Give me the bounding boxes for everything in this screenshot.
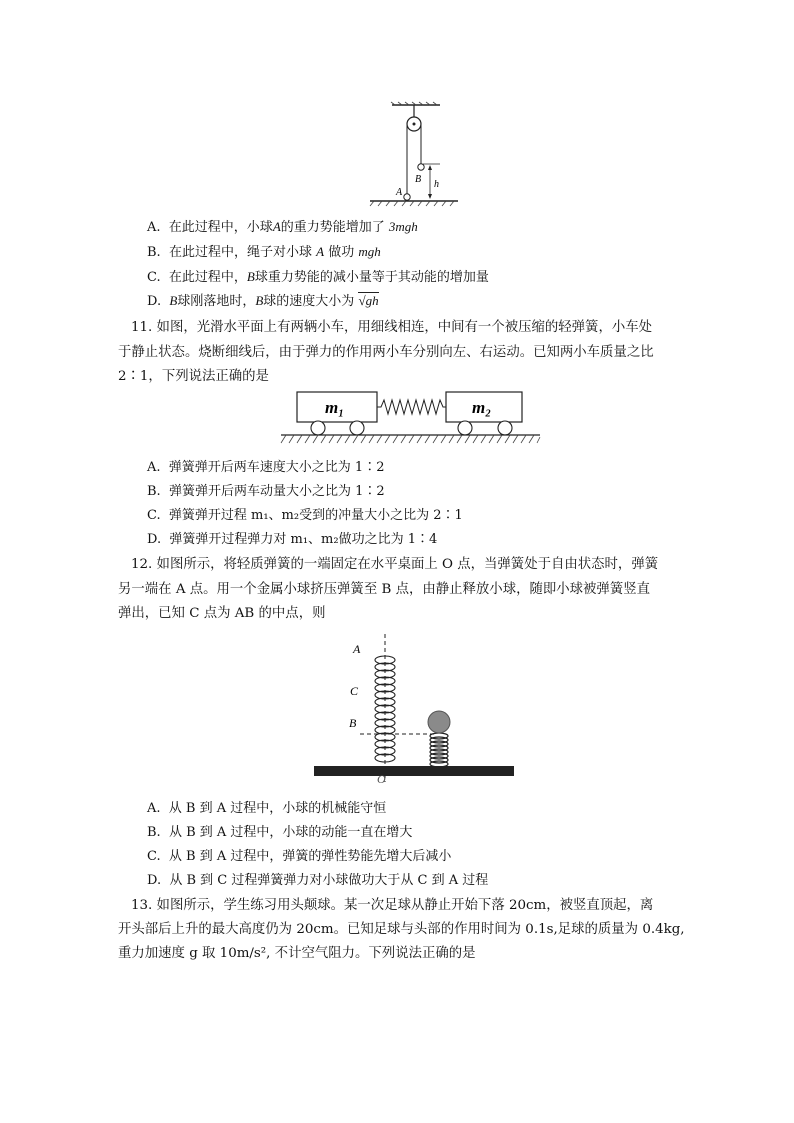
q11-stem-line3: 2∶1，下列说法正确的是 [118,369,269,384]
cart-m1-label: m₁ [325,398,345,417]
q11-option-d: D. 弹簧弹开过程弹力对 m₁、m₂做功之比为 1∶4 [147,532,438,547]
q12-option-b: B. 从 B 到 A 过程中，小球的动能一直在增大 [147,825,413,840]
q11-stem-line2: 于静止状态。烧断细线后，由于弹力的作用两小车分别向左、右运动。已知两小车质量之比 [118,345,654,360]
q11-option-b: B. 弹簧弹开后两车动量大小之比为 1∶2 [147,484,385,499]
q12-stem-line1: 12. 如图所示，将轻质弹簧的一端固定在水平桌面上 O 点，当弹簧处于自由状态时，弹簧 [131,557,659,572]
q12-stem-line3: 弹出，已知 C 点为 AB 的中点，则 [118,606,326,621]
q11-option-c: C. 弹簧弹开过程 m₁、m₂受到的冲量大小之比为 2∶1 [147,508,463,523]
q10-option-b: B. 在此过程中，绳子对小球 A 做功 mgh [147,244,381,260]
q13-stem-line3: 重力加速度 g 取 10m/s², 不计空气阻力。下列说法正确的是 [118,946,476,961]
q11-stem-line1: 11. 如图，光滑水平面上有两辆小车，用细线相连，中间有一个被压缩的轻弹簧，小车处 [131,320,653,335]
q10-option-c: C. 在此过程中，B球重力势能的减小量等于其动能的增加量 [147,269,489,285]
spring-figure [312,632,516,786]
label-a: A [396,187,403,198]
q13-stem-line1: 13. 如图所示，学生练习用头颠球。某一次足球从静止开始下落 20cm，被竖直顶起，离 [131,898,654,913]
label-h: h [434,179,439,190]
q12-option-d: D. 从 B 到 C 过程弹簧弹力对小球做功大于从 C 到 A 过程 [147,873,489,888]
pulley-figure [360,102,460,206]
q10-option-a: A. 在此过程中，小球A的重力势能增加了 3mgh [147,219,418,235]
point-a-label: A [353,642,361,656]
carts-figure [278,388,542,450]
q10-option-d: D. B球刚落地时，B球的速度大小为 √gh [147,293,379,309]
point-o-label: O [377,772,386,786]
q12-option-a: A. 从 B 到 A 过程中，小球的机械能守恒 [147,801,387,816]
point-b-label: B [349,716,357,730]
label-b: B [415,174,422,185]
point-c-label: C [350,684,359,698]
q12-stem-line2: 另一端在 A 点。用一个金属小球挤压弹簧至 B 点，由静止释放小球，随即小球被弹簧竖直 [118,582,650,597]
q11-option-a: A. 弹簧弹开后两车速度大小之比为 1∶2 [147,460,385,475]
q13-stem-line2: 开头部后上升的最大高度仍为 20cm。已知足球与头部的作用时间为 0.1s,足球的质量为 0.4kg, [118,922,685,937]
cart-m2-label: m₂ [472,398,492,417]
q12-option-c: C. 从 B 到 A 过程中，弹簧的弹性势能先增大后减小 [147,849,452,864]
